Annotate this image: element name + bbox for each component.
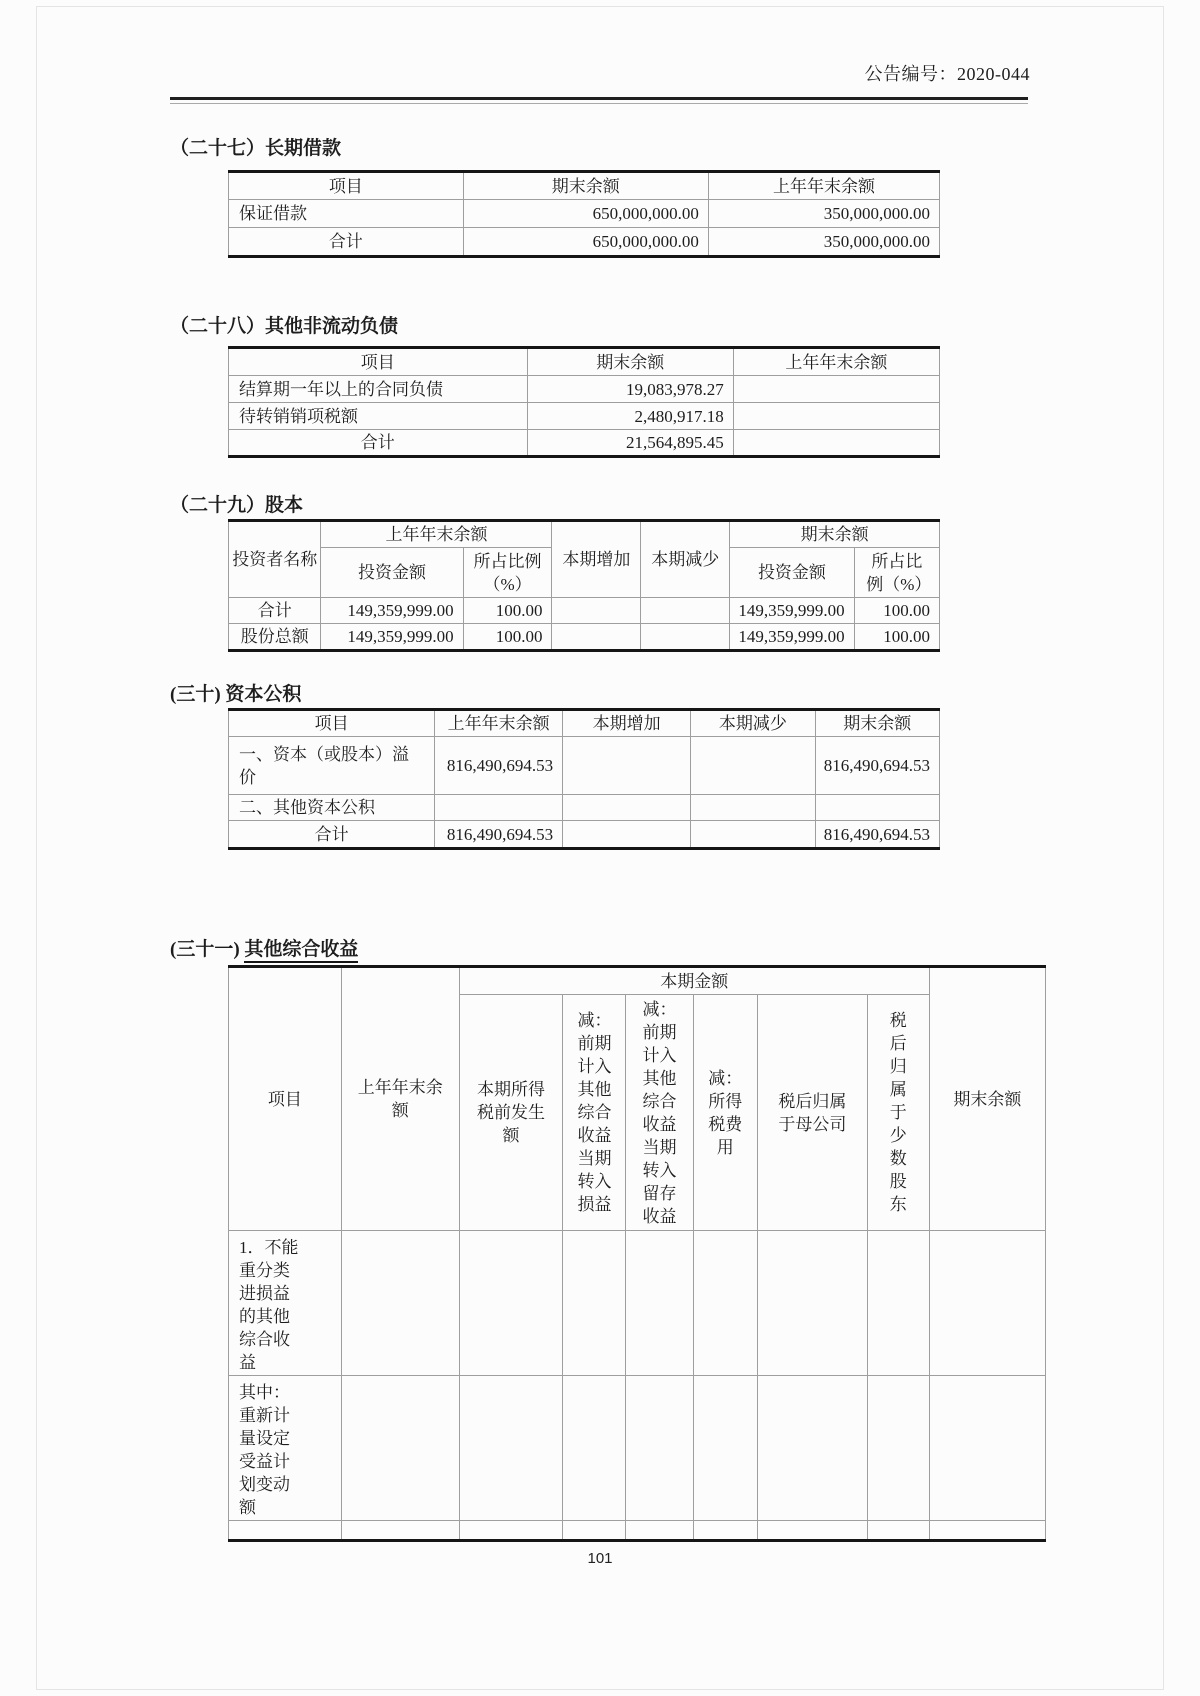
row-label: 二、其他资本公积 <box>229 795 435 821</box>
amount-cell <box>693 1521 758 1541</box>
column-header-decrease: 本期减少 <box>641 521 730 598</box>
column-header-prior-balance: 上年年末余额 <box>341 967 459 1231</box>
section-title: (三十) 资本公积 <box>170 684 302 705</box>
column-header-item: 项目 <box>229 967 342 1231</box>
amount-cell <box>641 624 730 651</box>
amount-cell: 2,480,917.18 <box>527 403 733 430</box>
table-header-row <box>229 710 940 737</box>
amount-cell <box>626 1376 693 1521</box>
section-share-capital <box>170 495 1050 652</box>
amount-cell <box>563 821 691 849</box>
amount-cell <box>691 737 815 795</box>
column-header-ratio-closing: 所占比例（%） <box>854 548 939 598</box>
amount-cell <box>691 821 815 849</box>
table-row-total <box>229 598 940 624</box>
section-title: （二十九）股本 <box>170 495 304 516</box>
column-header-ratio-prior: 所占比例（%） <box>463 548 552 598</box>
table-row <box>229 200 940 228</box>
amount-cell <box>626 1231 693 1376</box>
row-label-total: 合计 <box>229 598 321 624</box>
table-row-empty <box>229 1521 1046 1541</box>
amount-cell <box>758 1521 868 1541</box>
row-label: 结算期一年以上的合同负债 <box>229 376 528 403</box>
amount-cell <box>459 1376 563 1521</box>
table-row <box>229 624 940 651</box>
table-share-capital <box>228 519 940 652</box>
column-header-amount-prior: 投资金额 <box>321 548 463 598</box>
amount-cell <box>563 795 691 821</box>
column-header-income-tax: 减：所得税费用 <box>693 995 758 1231</box>
table-row <box>229 1231 1046 1376</box>
amount-cell <box>552 598 641 624</box>
column-header-transfer-to-pl: 减：前期计入其他综合收益当期转入损益 <box>563 995 626 1231</box>
amount-cell <box>929 1231 1045 1376</box>
amount-cell: 149,359,999.00 <box>730 624 854 651</box>
column-header-closing: 期末余额 <box>527 348 733 376</box>
amount-cell: 350,000,000.00 <box>708 228 939 257</box>
table-row-total <box>229 821 940 849</box>
column-header-item: 项目 <box>229 710 435 737</box>
row-label: 1．不能重分类进损益的其他综合收益 <box>229 1231 342 1376</box>
header-rule-thick <box>170 97 1028 100</box>
section-title: （二十七）长期借款 <box>170 138 342 159</box>
column-header-closing: 期末余额 <box>815 710 939 737</box>
table-row <box>229 376 940 403</box>
section-title <box>170 939 1050 961</box>
amount-cell: 816,490,694.53 <box>435 737 563 795</box>
column-header-prior: 上年年末余额 <box>708 172 939 200</box>
section-capital-reserve <box>170 684 1050 850</box>
table-row <box>229 737 940 795</box>
amount-cell <box>435 795 563 821</box>
amount-cell <box>693 1376 758 1521</box>
amount-cell: 21,564,895.45 <box>527 430 733 457</box>
row-label: 股份总额 <box>229 624 321 651</box>
amount-cell <box>563 1521 626 1541</box>
amount-cell <box>867 1376 929 1521</box>
section-other-noncurrent-liabilities <box>170 316 1050 458</box>
amount-cell: 816,490,694.53 <box>815 737 939 795</box>
column-header-minority-attributable: 税后归属于少数股东 <box>867 995 929 1231</box>
amount-cell <box>459 1521 563 1541</box>
ratio-cell: 100.00 <box>854 598 939 624</box>
column-header-increase: 本期增加 <box>563 710 691 737</box>
amount-cell: 350,000,000.00 <box>708 200 939 228</box>
header-rule-thin <box>170 103 1028 104</box>
announcement-number: 公告编号：2020-044 <box>864 64 1030 84</box>
amount-cell <box>641 598 730 624</box>
amount-cell <box>563 737 691 795</box>
table-other-comprehensive-income <box>228 965 1046 1542</box>
page-number: 101 <box>587 1550 613 1567</box>
amount-cell <box>815 795 939 821</box>
row-label: 一、资本（或股本）溢价 <box>229 737 435 795</box>
section-longterm-loans <box>170 138 1050 258</box>
amount-cell <box>867 1231 929 1376</box>
amount-cell <box>733 403 939 430</box>
column-header-investor: 投资者名称 <box>229 521 321 598</box>
table-group-header-row <box>229 967 1046 995</box>
amount-cell: 19,083,978.27 <box>527 376 733 403</box>
amount-cell <box>341 1231 459 1376</box>
amount-cell <box>563 1231 626 1376</box>
row-label: 保证借款 <box>229 200 464 228</box>
amount-cell <box>733 376 939 403</box>
table-header-row <box>229 521 940 548</box>
column-header-pretax-amount: 本期所得税前发生额 <box>459 995 563 1231</box>
ratio-cell: 100.00 <box>854 624 939 651</box>
table-header-row <box>229 172 940 200</box>
amount-cell: 650,000,000.00 <box>463 228 708 257</box>
amount-cell <box>691 795 815 821</box>
amount-cell: 149,359,999.00 <box>321 598 463 624</box>
table-other-noncurrent-liabilities <box>228 346 940 458</box>
section-other-comprehensive-income <box>170 939 1050 1542</box>
row-label: 其中：重新计量设定受益计划变动额 <box>229 1376 342 1521</box>
table-row <box>229 403 940 430</box>
amount-cell <box>929 1376 1045 1521</box>
column-group-closing-balance: 期末余额 <box>730 521 940 548</box>
column-header-parent-attributable: 税后归属于母公司 <box>758 995 868 1231</box>
section-title-prefix: (三十一) <box>170 939 240 960</box>
column-header-prior: 上年年末余额 <box>435 710 563 737</box>
amount-cell: 149,359,999.00 <box>730 598 854 624</box>
table-row <box>229 1376 1046 1521</box>
ratio-cell: 100.00 <box>463 624 552 651</box>
table-row-total <box>229 430 940 457</box>
column-header-item: 项目 <box>229 172 464 200</box>
column-header-prior: 上年年末余额 <box>733 348 939 376</box>
amount-cell <box>626 1521 693 1541</box>
row-label-total: 合计 <box>229 430 528 457</box>
amount-cell <box>552 624 641 651</box>
column-group-current-amount: 本期金额 <box>459 967 929 995</box>
column-header-decrease: 本期减少 <box>691 710 815 737</box>
table-row <box>229 795 940 821</box>
section-title-text: 其他综合收益 <box>244 939 358 963</box>
amount-cell <box>459 1231 563 1376</box>
column-group-prior-balance: 上年年末余额 <box>321 521 552 548</box>
ratio-cell: 100.00 <box>463 598 552 624</box>
column-header-closing-balance: 期末余额 <box>929 967 1045 1231</box>
row-label-total: 合计 <box>229 821 435 849</box>
amount-cell <box>341 1376 459 1521</box>
row-label <box>229 1521 342 1541</box>
row-label: 待转销销项税额 <box>229 403 528 430</box>
table-row-total <box>229 228 940 257</box>
column-header-closing: 期末余额 <box>463 172 708 200</box>
section-title: （二十八）其他非流动负债 <box>170 316 399 337</box>
table-capital-reserve <box>228 708 940 850</box>
amount-cell <box>563 1376 626 1521</box>
amount-cell <box>929 1521 1045 1541</box>
amount-cell <box>341 1521 459 1541</box>
column-header-transfer-to-retained: 减：前期计入其他综合收益当期转入留存收益 <box>626 995 693 1231</box>
column-header-increase: 本期增加 <box>552 521 641 598</box>
amount-cell: 149,359,999.00 <box>321 624 463 651</box>
table-header-row <box>229 348 940 376</box>
amount-cell <box>758 1231 868 1376</box>
table-longterm-loans <box>228 170 940 258</box>
amount-cell: 816,490,694.53 <box>435 821 563 849</box>
amount-cell: 816,490,694.53 <box>815 821 939 849</box>
row-label-total: 合计 <box>229 228 464 257</box>
amount-cell <box>758 1376 868 1521</box>
amount-cell: 650,000,000.00 <box>463 200 708 228</box>
amount-cell <box>693 1231 758 1376</box>
column-header-amount-closing: 投资金额 <box>730 548 854 598</box>
amount-cell <box>733 430 939 457</box>
column-header-item: 项目 <box>229 348 528 376</box>
amount-cell <box>867 1521 929 1541</box>
